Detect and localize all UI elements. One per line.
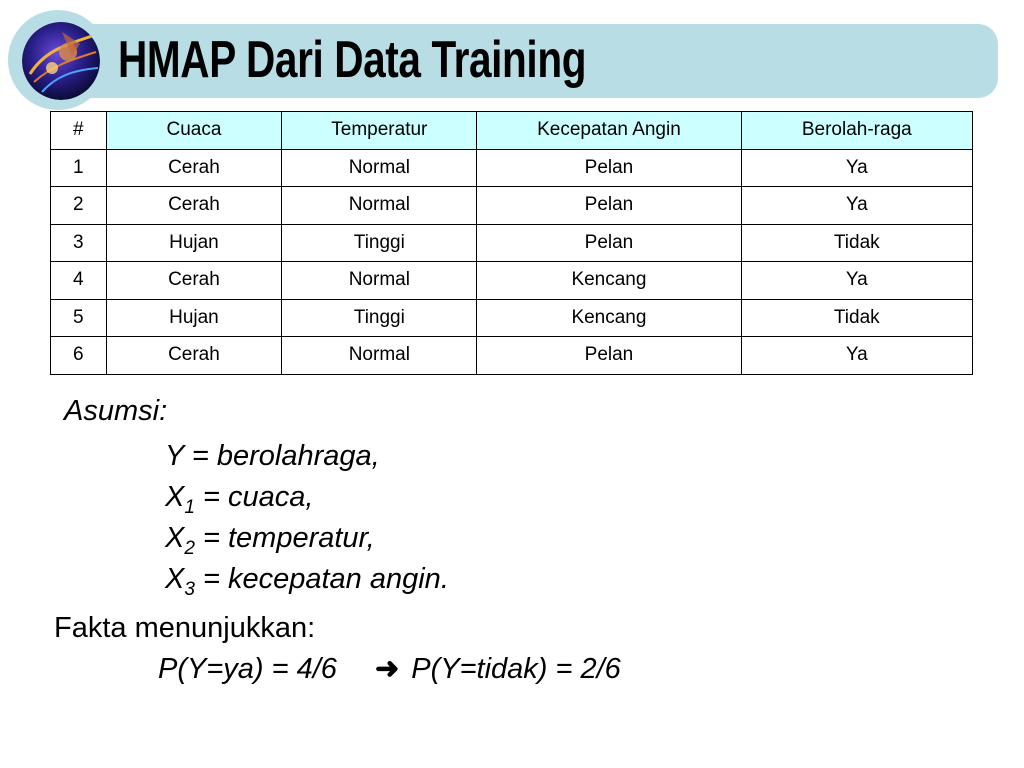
table-cell: 4 [51, 262, 107, 300]
table-cell: Kencang [477, 262, 741, 300]
training-data-table [50, 111, 973, 375]
column-header: Berolah-raga [741, 112, 972, 150]
facts-label: Fakta menunjukkan: [54, 612, 316, 644]
table-cell: Normal [282, 337, 477, 375]
table-cell: Tinggi [282, 224, 477, 262]
table-cell: Ya [741, 149, 972, 187]
globe-logo-icon [22, 22, 100, 100]
table-cell: Ya [741, 187, 972, 225]
prob-ya: P(Y=ya) = 4/6 [158, 653, 337, 685]
table-cell: Cerah [106, 262, 282, 300]
table-cell: Tidak [741, 224, 972, 262]
variable-name: X [165, 563, 185, 595]
assumption-item [165, 477, 449, 518]
table-cell: Ya [741, 337, 972, 375]
variable-name: X [165, 481, 185, 513]
table-cell: Normal [282, 187, 477, 225]
table-cell: Tinggi [282, 299, 477, 337]
table-cell: Ya [741, 262, 972, 300]
probability-line [158, 650, 621, 688]
column-header: Temperatur [282, 112, 477, 150]
assumption-item [165, 559, 449, 600]
prob-tidak: P(Y=tidak) = 2/6 [411, 653, 621, 685]
table-cell: Pelan [477, 149, 741, 187]
table-row [51, 149, 973, 187]
table-cell: Pelan [477, 224, 741, 262]
table-row [51, 337, 973, 375]
table-row [51, 262, 973, 300]
assumption-item [165, 518, 449, 559]
table-cell: Cerah [106, 187, 282, 225]
table-cell: 5 [51, 299, 107, 337]
table-cell: Cerah [106, 337, 282, 375]
table-cell: Pelan [477, 187, 741, 225]
variable-subscript: 2 [184, 538, 195, 559]
table-cell: 2 [51, 187, 107, 225]
variable-subscript: 1 [184, 497, 195, 518]
table-row [51, 299, 973, 337]
table-cell: 6 [51, 337, 107, 375]
variable-name: X [165, 522, 185, 554]
assumption-text: = cuaca, [194, 481, 314, 513]
table-cell: Normal [282, 149, 477, 187]
table-cell: 1 [51, 149, 107, 187]
assumption-text: = kecepatan angin. [194, 563, 449, 595]
table-cell: 3 [51, 224, 107, 262]
right-arrow-icon: ➜ [374, 653, 400, 685]
table-row [51, 187, 973, 225]
table-header-row [51, 112, 973, 150]
column-header: Kecepatan Angin [477, 112, 741, 150]
assumption-text: = berolahraga, [183, 440, 380, 472]
column-header: # [51, 112, 107, 150]
assumptions-label: Asumsi: [64, 395, 168, 427]
assumptions-list [165, 436, 449, 600]
assumption-text: = temperatur, [194, 522, 375, 554]
table-cell: Cerah [106, 149, 282, 187]
table-cell: Pelan [477, 337, 741, 375]
table-row [51, 224, 973, 262]
assumption-item [165, 436, 449, 477]
table-cell: Normal [282, 262, 477, 300]
column-header: Cuaca [106, 112, 282, 150]
page-title: HMAP Dari Data Training [118, 31, 587, 89]
variable-name: Y [165, 440, 184, 472]
table-cell: Kencang [477, 299, 741, 337]
table-cell: Hujan [106, 299, 282, 337]
table-cell: Tidak [741, 299, 972, 337]
variable-subscript: 3 [184, 579, 195, 600]
table-cell: Hujan [106, 224, 282, 262]
